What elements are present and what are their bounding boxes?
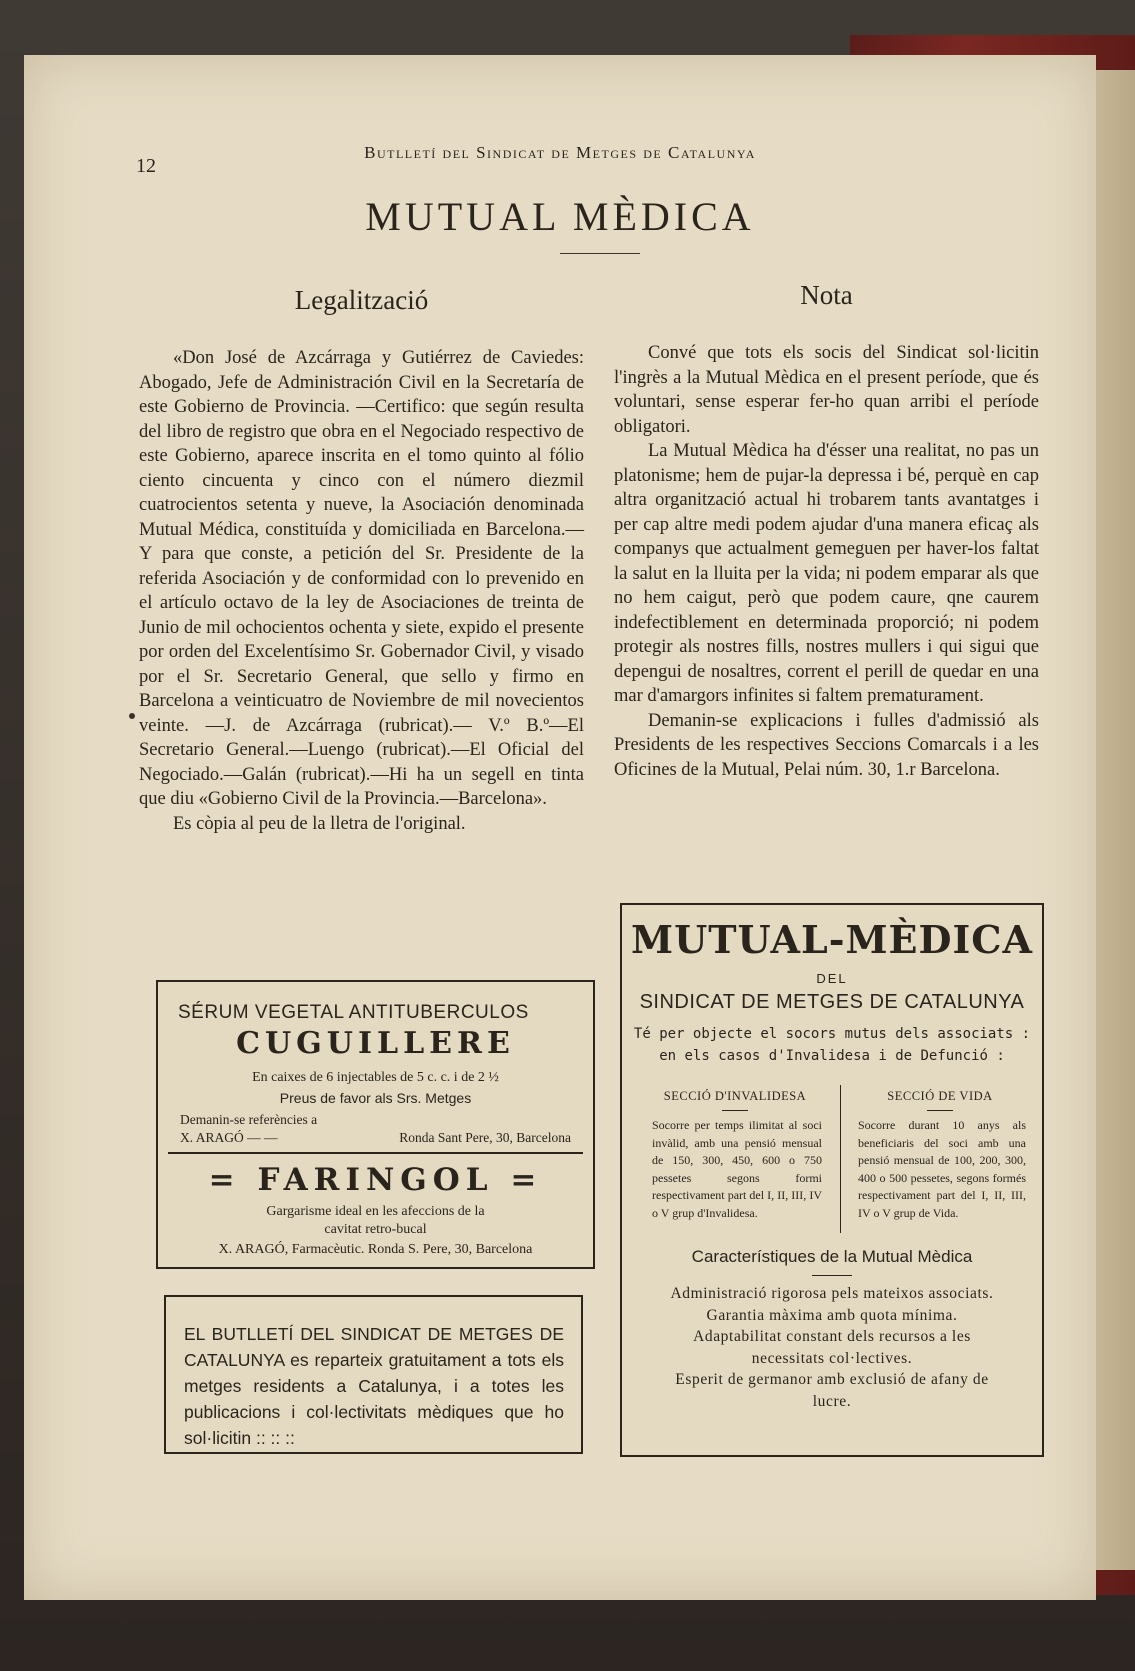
faringol-brand: = FARINGOL =	[208, 1162, 543, 1198]
serum-line: En caixes de 6 injectables de 5 c. c. i de 2 ½	[252, 1070, 499, 1085]
serum-line: Demanin-se referències a	[180, 1112, 318, 1127]
cuguillere-brand: CUGUILLERE	[236, 1026, 515, 1061]
invalidesa-heading: SECCIÓ D'INVALIDESA	[663, 1089, 807, 1103]
section-divider	[840, 1085, 841, 1233]
faringol-line: cavitat retro-bucal	[324, 1222, 427, 1237]
serum-line: X. ARAGÓ — —	[180, 1130, 278, 1145]
legalitzacio-column	[139, 285, 584, 836]
caracteristiques-list	[662, 1283, 1002, 1412]
serum-title: SÉRUM VEGETAL ANTITUBERCULOS	[178, 1002, 529, 1023]
serum-advertisement	[156, 980, 595, 1269]
page-title: MUTUAL MÈDICA	[365, 194, 755, 239]
caracteristiques-rule	[812, 1275, 852, 1276]
title-rule	[560, 253, 640, 254]
mutual-title: MUTUAL-MÈDICA	[631, 917, 1033, 962]
butlleti-notice	[164, 1295, 583, 1454]
faringol-line: X. ARAGÓ, Farmacèutic. Ronda S. Pere, 30, Barcelona	[218, 1242, 533, 1257]
section-rule	[927, 1110, 953, 1111]
caracteristica-item: Esperit de germanor amb exclusió de afany de lucre.	[675, 1371, 989, 1410]
ink-dot	[129, 713, 135, 719]
faringol-line: Gargarisme ideal en les afeccions de la	[266, 1204, 485, 1219]
vida-heading: SECCIÓ DE VIDA	[887, 1089, 993, 1103]
legalitzacio-heading: Legalització	[294, 285, 429, 315]
journal-page	[24, 55, 1096, 1600]
nota-paragraph: La Mutual Mèdica ha d'ésser una realitat, no pas un platonisme; hem de pujar-la depressa i bé, perquè en cap altra organització actual hi trobarem tants avantatges i per cap altre medi podem ajudar d'una manera eficaç als companys que actualment gemeguen per haver-los faltat la salut en la lluita per la vida; ni podem emparar als que no hem caigut, però que podem caure, qne caurem indefectiblement en determinada proporció; ni podem protegir als nostres fills, nostres mullers i qui sigui que depengui de nosaltres, corrent el perill de quedar en una mar d'amargors infinites si faltem prematurament.	[614, 441, 1039, 706]
caracteristica-item: Adaptabilitat constant dels recursos a les necessitats col·lectives.	[693, 1328, 971, 1367]
ad-divider	[168, 1152, 583, 1154]
nota-paragraph: Convé que tots els socis del Sindicat sol·licitin l'ingrès a la Mutual Mèdica en el present període, que és voluntari, sense esperar fer-ho quan arribi el període obligatori.	[614, 343, 1039, 437]
butlleti-text: EL BUTLLETÍ DEL SINDICAT DE METGES DE CATALUNYA es reparteix gratuitament a tots els metges residents a Catalunya, i a totes les publicacions i col·lectivitats mèdiques que ho sol·licitin :: :: ::	[184, 1324, 564, 1448]
mutual-medica-advertisement	[620, 903, 1044, 1457]
mutual-objecte: Té per objecte el socors mutus dels associats : en els casos d'Invalidesa i de Defunció :	[633, 1026, 1031, 1064]
legalitzacio-paragraph: «Don José de Azcárraga y Gutiérrez de Caviedes: Abogado, Jefe de Administración Civil en la Secretaría de este Gobierno de Provincia. —Certifico: que según resulta del libro de registro que obra en el Negociado respectivo de este Gobierno, aparece inscrita en el tomo quinto al fólio ciento cincuenta y cinco con el número diezmil cuatrocientos setenta y nueve, la Asociación denominada Mutual Médica, constituída y domiciliada en Barcelona.—Y para que conste, a petición del Sr. Presidente de la referida Asociación y de conformidad con lo prevenido en el artículo octavo de la ley de Asociaciones de treinta de Junio de mil ochocientos ochenta y siete, expido el presente por orden del Excelentísimo Sr. Gobernador Civil, y visado por el Sr. Secretario General, que sello y firmo en Barcelona a veinticuatro de Noviembre de mil novecientos veinte. —J. de Azcárraga (rubricat).— V.º B.º—El Secretario General.—Luengo (rubricat).—El Oficial del Negociado.—Galán (rubricat).—Hi ha un segell en tinta que diu «Gobierno Civil de la Provincia.—Barcelona».	[139, 348, 584, 809]
vida-text: Socorre durant 10 anys als beneficiaris del soci amb una pensió mensual de 100, 200, 300, 400 o 500 pessetes, segons formés respectivament part del I, II, III, IV o V grup de Vida.	[858, 1118, 1026, 1220]
serum-line: Preus de favor als Srs. Metges	[279, 1090, 472, 1106]
caracteristica-item: Administració rigorosa pels mateixos associats.	[670, 1285, 994, 1302]
caracteristica-item: Garantia màxima amb quota mínima.	[706, 1306, 958, 1324]
running-head: Butlletí del Sindicat de Metges de Catalunya	[364, 143, 756, 162]
caracteristiques-heading: Característiques de la Mutual Mèdica	[691, 1247, 973, 1266]
page-number: 12	[136, 155, 156, 177]
nota-column	[614, 280, 1039, 782]
invalidesa-text: Socorre per temps ilimitat al soci invàlid, amb una pensió mensual de 150, 300, 450, 600 o 750 pessetes segons formi respectivament part del I, II, III, IV o V grup d'Invalidesa.	[652, 1118, 822, 1220]
nota-heading: Nota	[800, 280, 853, 310]
section-rule	[722, 1110, 748, 1111]
serum-line: Ronda Sant Pere, 30, Barcelona	[399, 1130, 571, 1145]
nota-paragraph: Demanin-se explicacions i fulles d'admissió als Presidents de les respectives Seccions Comarcals i a les Oficines de la Mutual, Pelai núm. 30, 1.r Barcelona.	[614, 710, 1039, 780]
legalitzacio-paragraph: Es còpia al peu de la lletra de l'original.	[173, 813, 466, 834]
mutual-sindicat: SINDICAT DE METGES DE CATALUNYA	[639, 991, 1025, 1013]
next-page-edge	[1090, 70, 1135, 1570]
mutual-del: DEL	[816, 971, 848, 986]
